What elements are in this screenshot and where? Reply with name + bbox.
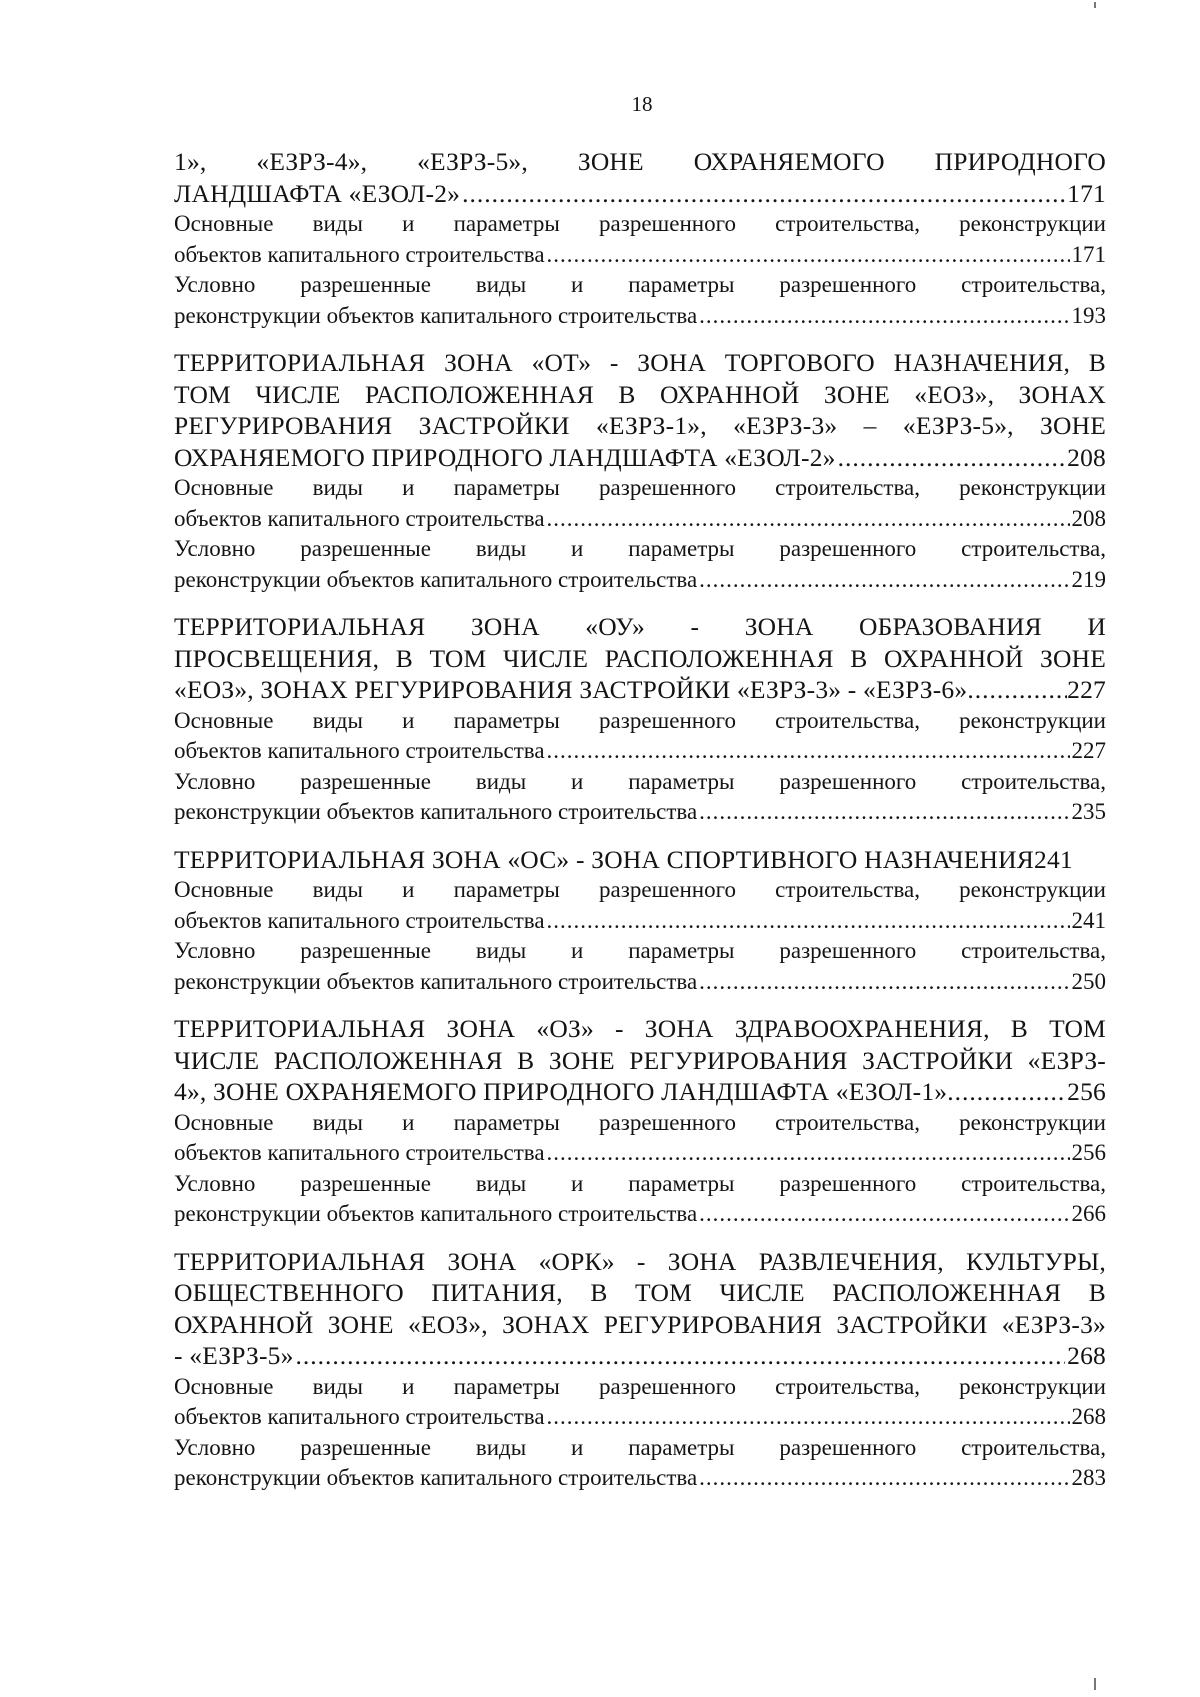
toc-page-ref: 256 [1067, 1077, 1106, 1106]
toc-zone-title-line: ЧИСЛЕ РАСПОЛОЖЕННАЯ В ЗОНЕ РЕГУРИРОВАНИЯ ЗАСТРОЙКИ «ЕЗРЗ- [174, 1045, 1106, 1075]
toc-zone-title-leader[interactable] [174, 1340, 1106, 1372]
toc-subentry-line: Основные виды и параметры разрешенного строительства, реконструкции [174, 211, 1106, 236]
toc-page-ref: 266 [1071, 1201, 1106, 1226]
toc-subentry-leader[interactable] [174, 1463, 1106, 1494]
toc-zone-title-text: ТЕРРИТОРИАЛЬНАЯ ЗОНА «ОС» - ЗОНА СПОРТИВНОГО НАЗНАЧЕНИЯ [174, 844, 1034, 874]
toc-zone-title-leader[interactable] [174, 442, 1106, 474]
toc-zone-title-line: ОХРАННОЙ ЗОНЕ «ЕОЗ», ЗОНАХ РЕГУРИРОВАНИЯ ЗАСТРОЙКИ «ЕЗРЗ-3» [174, 1309, 1106, 1339]
toc-zone-title-line: ТОМ ЧИСЛЕ РАСПОЛОЖЕННАЯ В ОХРАННОЙ ЗОНЕ «ЕОЗ», ЗОНАХ [174, 379, 1106, 409]
toc-page-ref: 208 [1071, 505, 1106, 531]
page-number: 18 [631, 92, 653, 116]
scan-mark [1094, 2, 1096, 8]
toc-page-ref: 241 [1071, 907, 1106, 933]
toc-page-ref: 283 [1071, 1465, 1106, 1490]
dot-leader [547, 736, 1070, 767]
toc-zone-title-text: 4», ЗОНЕ ОХРАНЯЕМОГО ПРИРОДНОГО ЛАНДШАФТА «ЕЗОЛ-1» [174, 1077, 948, 1106]
toc-zone-title-leader[interactable] [174, 1076, 1106, 1108]
table-of-contents [174, 146, 1106, 1510]
toc-entry-block [174, 611, 1106, 828]
toc-zone-title-text: ЛАНДШАФТА «ЕЗОЛ-2» [174, 178, 461, 208]
toc-subentry-leader[interactable] [174, 1402, 1106, 1433]
toc-subentry-text: объектов капитального строительства [174, 907, 545, 933]
toc-subentry-leader[interactable] [174, 504, 1106, 535]
toc-entry-block [174, 146, 1106, 331]
toc-zone-title-line: ТЕРРИТОРИАЛЬНАЯ ЗОНА «ОУ» - ЗОНА ОБРАЗОВАНИЯ И [174, 612, 1106, 641]
toc-subentry-text: объектов капитального строительства [174, 1404, 545, 1429]
toc-zone-title-line: ОБЩЕСТВЕННОГО ПИТАНИЯ, В ТОМ ЧИСЛЕ РАСПОЛОЖЕННАЯ В [174, 1278, 1106, 1307]
toc-page-ref: 171 [1067, 178, 1106, 208]
toc-subentry-text: объектов капитального строительства [174, 241, 545, 267]
toc-subentry-text: объектов капитального строительства [174, 738, 545, 763]
dot-leader [547, 1138, 1070, 1169]
toc-subentry-line: Условно разрешенные виды и параметры разрешенного строительства, [174, 536, 1106, 561]
toc-page-ref: 219 [1071, 566, 1106, 592]
toc-zone-title-leader[interactable] [174, 178, 1106, 210]
toc-zone-title-leader[interactable] [174, 674, 1106, 706]
toc-page-ref: 227 [1071, 738, 1106, 763]
dot-leader [547, 504, 1070, 535]
toc-zone-title-line: ТЕРРИТОРИАЛЬНАЯ ЗОНА «ОТ» - ЗОНА ТОРГОВОГО НАЗНАЧЕНИЯ, В [174, 348, 1106, 377]
toc-subentry-line: Основные виды и параметры разрешенного строительства, реконструкции [174, 707, 1106, 733]
toc-subentry-leader[interactable] [174, 797, 1106, 828]
toc-subentry-text: реконструкции объектов капитального строительства [174, 302, 698, 328]
dot-leader [947, 1076, 1067, 1108]
toc-subentry-text: реконструкции объектов капитального строительства [174, 968, 698, 994]
toc-subentry-line: Условно разрешенные виды и параметры разрешенного строительства, [174, 938, 1106, 963]
toc-entry-block [174, 347, 1106, 595]
toc-zone-title-line: РЕГУРИРОВАНИЯ ЗАСТРОЙКИ «ЕЗРЗ-1», «ЕЗРЗ-3» – «ЕЗРЗ-5», ЗОНЕ [174, 411, 1106, 440]
toc-page-ref: 268 [1067, 1341, 1106, 1370]
toc-page-ref: 171 [1071, 241, 1106, 267]
toc-subentry-line: Условно разрешенные виды и параметры разрешенного строительства, [174, 768, 1106, 794]
toc-zone-title-leader[interactable] [174, 844, 1106, 876]
toc-entry-block [174, 844, 1106, 998]
toc-subentry-line: Основные виды и параметры разрешенного строительства, реконструкции [174, 1373, 1106, 1399]
toc-subentry-text: реконструкции объектов капитального строительства [174, 1465, 698, 1490]
toc-page-ref: 227 [1067, 675, 1106, 704]
dot-leader [547, 906, 1070, 937]
toc-subentry-text: реконструкции объектов капитального строительства [174, 799, 698, 824]
toc-zone-title-line: 1», «ЕЗРЗ-4», «ЕЗРЗ-5», ЗОНЕ ОХРАНЯЕМОГО ПРИРОДНОГО [174, 147, 1106, 176]
toc-subentry-leader[interactable] [174, 967, 1106, 998]
scan-mark [1094, 1678, 1096, 1690]
toc-page-ref: 250 [1071, 968, 1106, 994]
toc-page-ref: 193 [1071, 302, 1106, 328]
toc-subentry-leader[interactable] [174, 906, 1106, 937]
toc-zone-title-line: ТЕРРИТОРИАЛЬНАЯ ЗОНА «ОРК» - ЗОНА РАЗВЛЕЧЕНИЯ, КУЛЬТУРЫ, [174, 1246, 1106, 1276]
toc-subentry-text: реконструкции объектов капитального строительства [174, 1201, 698, 1226]
toc-subentry-line: Условно разрешенные виды и параметры разрешенного строительства, [174, 272, 1106, 297]
toc-subentry-line: Условно разрешенные виды и параметры разрешенного строительства, [174, 1434, 1106, 1460]
toc-zone-title-text: «ЕОЗ», ЗОНАХ РЕГУРИРОВАНИЯ ЗАСТРОЙКИ «ЕЗРЗ-3» - «ЕЗРЗ-6» [174, 675, 968, 704]
dot-leader [699, 565, 1069, 596]
dot-leader [699, 967, 1069, 998]
dot-leader [699, 1199, 1069, 1230]
toc-subentry-line: Основные виды и параметры разрешенного строительства, реконструкции [174, 1109, 1106, 1135]
toc-subentry-text: объектов капитального строительства [174, 1140, 545, 1165]
dot-leader [699, 1463, 1069, 1494]
toc-zone-title-text: - «ЕЗРЗ-5» [174, 1341, 294, 1370]
dot-leader [547, 1402, 1070, 1433]
toc-entry-block [174, 1246, 1106, 1494]
toc-subentry-line: Основные виды и параметры разрешенного строительства, реконструкции [174, 475, 1106, 500]
toc-subentry-text: реконструкции объектов капитального строительства [174, 566, 698, 592]
toc-page-ref: 208 [1067, 442, 1106, 472]
dot-leader [838, 442, 1066, 474]
toc-entry-block [174, 1013, 1106, 1230]
toc-zone-title-text: ОХРАНЯЕМОГО ПРИРОДНОГО ЛАНДШАФТА «ЕЗОЛ-2» [174, 442, 836, 472]
dot-leader [547, 240, 1070, 271]
toc-page-ref: 268 [1071, 1404, 1106, 1429]
toc-subentry-line: Условно разрешенные виды и параметры разрешенного строительства, [174, 1170, 1106, 1196]
dot-leader [462, 178, 1065, 210]
toc-page-ref: 241 [1034, 844, 1073, 874]
toc-subentry-leader[interactable] [174, 736, 1106, 767]
toc-subentry-line: Основные виды и параметры разрешенного строительства, реконструкции [174, 877, 1106, 902]
dot-leader [699, 301, 1069, 332]
toc-subentry-leader[interactable] [174, 1138, 1106, 1169]
toc-subentry-text: объектов капитального строительства [174, 505, 545, 531]
toc-subentry-leader[interactable] [174, 301, 1106, 332]
toc-zone-title-line: ПРОСВЕЩЕНИЯ, В ТОМ ЧИСЛЕ РАСПОЛОЖЕННАЯ В ОХРАННОЙ ЗОНЕ [174, 643, 1106, 673]
toc-page-ref: 235 [1071, 799, 1106, 824]
toc-subentry-leader[interactable] [174, 1199, 1106, 1230]
toc-page-ref: 256 [1071, 1140, 1106, 1165]
toc-subentry-leader[interactable] [174, 565, 1106, 596]
toc-subentry-leader[interactable] [174, 240, 1106, 271]
dot-leader [967, 674, 1067, 706]
dot-leader [699, 797, 1069, 828]
dot-leader [296, 1340, 1066, 1372]
toc-zone-title-line: ТЕРРИТОРИАЛЬНАЯ ЗОНА «ОЗ» - ЗОНА ЗДРАВООХРАНЕНИЯ, В ТОМ [174, 1014, 1106, 1043]
